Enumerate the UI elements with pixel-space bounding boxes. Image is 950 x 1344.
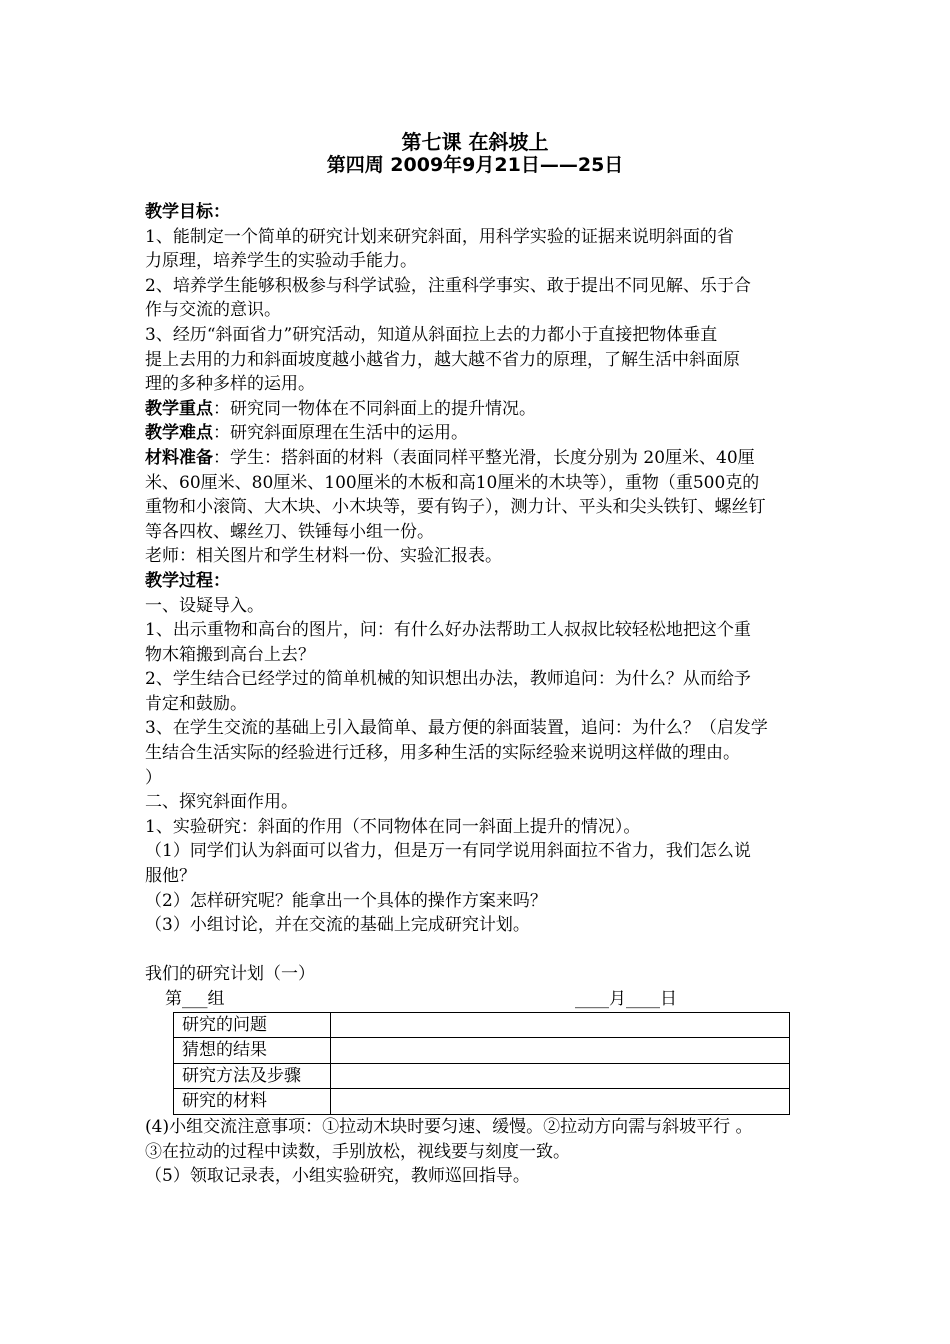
plan-row-value[interactable]: [331, 1063, 790, 1089]
table-row: [174, 1012, 790, 1038]
after-line: （5）领取记录表，小组实验研究，教师巡回指导。: [145, 1166, 530, 1187]
lesson-body: [145, 200, 813, 1189]
process-line: 1、实验研究：斜面的作用（不同物体在同一斜面上提升的情况）。: [145, 816, 641, 837]
goals-heading: 教学目标：: [145, 202, 230, 222]
process-line: ）: [145, 767, 162, 788]
spacer: [145, 938, 813, 963]
process-line: 3、在学生交流的基础上引入最简单、最方便的斜面装置，追问：为什么？（启发学: [145, 718, 768, 739]
process-line: 肯定和鼓励。: [145, 693, 247, 714]
lesson-title: 第七课 在斜坡上: [401, 130, 549, 154]
difficulty: [145, 421, 813, 446]
process-line: （3）小组讨论，并在交流的基础上完成研究计划。: [145, 915, 530, 936]
goals-line: 理的多种多样的运用。: [145, 374, 315, 395]
plan-title: 我们的研究计划（一）: [145, 964, 315, 985]
key-point-label: 教学重点: [145, 398, 213, 419]
materials-line: 重物和小滚筒、大木块、小木块等，要有钩子），测力计、平头和尖头铁钉、螺丝钉: [145, 497, 766, 518]
date-label: ____月____日: [575, 989, 677, 1009]
process-line: 服他？: [145, 866, 196, 887]
plan-header: [145, 987, 813, 1012]
research-plan-table: [173, 1012, 790, 1115]
process-line: 物木箱搬到高台上去？: [145, 644, 315, 665]
group-label: 第___组: [165, 989, 225, 1009]
difficulty-text: ：研究斜面原理在生活中的运用。: [213, 423, 468, 444]
process-line: 2、学生结合已经学过的简单机械的知识想出办法，教师追问：为什么？从而给予: [145, 669, 751, 690]
plan-row-value[interactable]: [331, 1089, 790, 1115]
difficulty-label: 教学难点: [145, 423, 213, 444]
process-line: 生结合生活实际的经验进行迁移，用多种生活的实际经验来说明这样做的理由。: [145, 743, 740, 764]
materials-line: 米、60厘米、80厘米、100厘米的木板和高10厘米的木块等），重物（重500克的: [145, 472, 760, 493]
goals-line: 提上去用的力和斜面坡度越小越省力，越大越不省力的原理，了解生活中斜面原: [145, 349, 740, 370]
process-line: 二、探究斜面作用。: [145, 792, 298, 813]
plan-row-value[interactable]: [331, 1038, 790, 1064]
key-point: [145, 397, 813, 422]
process-line: 一、设疑导入。: [145, 595, 264, 616]
after-line: (4)小组交流注意事项：①拉动木块时要匀速、缓慢。②拉动方向需与斜坡平行 。: [145, 1116, 753, 1137]
plan-row-value[interactable]: [331, 1012, 790, 1038]
process-heading: 教学过程：: [145, 570, 230, 591]
process-line: （2）怎样研究呢？能拿出一个具体的操作方案来吗？: [145, 890, 547, 911]
table-row: [174, 1063, 790, 1089]
materials: [145, 446, 813, 471]
table-row: [174, 1038, 790, 1064]
process-line: （1）同学们认为斜面可以省力，但是万一有同学说用斜面拉不省力，我们怎么说: [145, 841, 751, 862]
goals-line: 力原理，培养学生的实验动手能力。: [145, 251, 417, 272]
plan-row-label: 猜想的结果: [174, 1038, 331, 1064]
goals-line: 2、培养学生能够积极参与科学试验，注重科学事实、敢于提出不同见解、乐于合: [145, 275, 751, 296]
plan-row-label: 研究的材料: [174, 1089, 331, 1115]
materials-text: ：学生：搭斜面的材料（表面同样平整光滑，长度分别为 20厘米、40厘: [213, 447, 755, 468]
lesson-schedule: 第四周 2009年9月21日——25日: [326, 154, 624, 176]
goals-line: 1、能制定一个简单的研究计划来研究斜面，用科学实验的证据来说明斜面的省: [145, 226, 734, 247]
after-line: ③在拉动的过程中读数，手别放松，视线要与刻度一致。: [145, 1141, 570, 1162]
materials-label: 材料准备: [145, 447, 213, 468]
goals-line: 作与交流的意识。: [145, 300, 281, 321]
materials-line: 等各四枚、螺丝刀、铁锤每小组一份。: [145, 521, 434, 542]
plan-row-label: 研究方法及步骤: [174, 1063, 331, 1089]
plan-row-label: 研究的问题: [174, 1012, 331, 1038]
key-point-text: ：研究同一物体在不同斜面上的提升情况。: [213, 398, 536, 419]
materials-line: 老师：相关图片和学生材料一份、实验汇报表。: [145, 546, 502, 567]
process-line: 1、出示重物和高台的图片，问：有什么好办法帮助工人叔叔比较轻松地把这个重: [145, 620, 751, 641]
table-row: [174, 1089, 790, 1115]
goals-line: 3、经历“斜面省力”研究活动，知道从斜面拉上去的力都小于直接把物体垂直: [145, 324, 718, 345]
